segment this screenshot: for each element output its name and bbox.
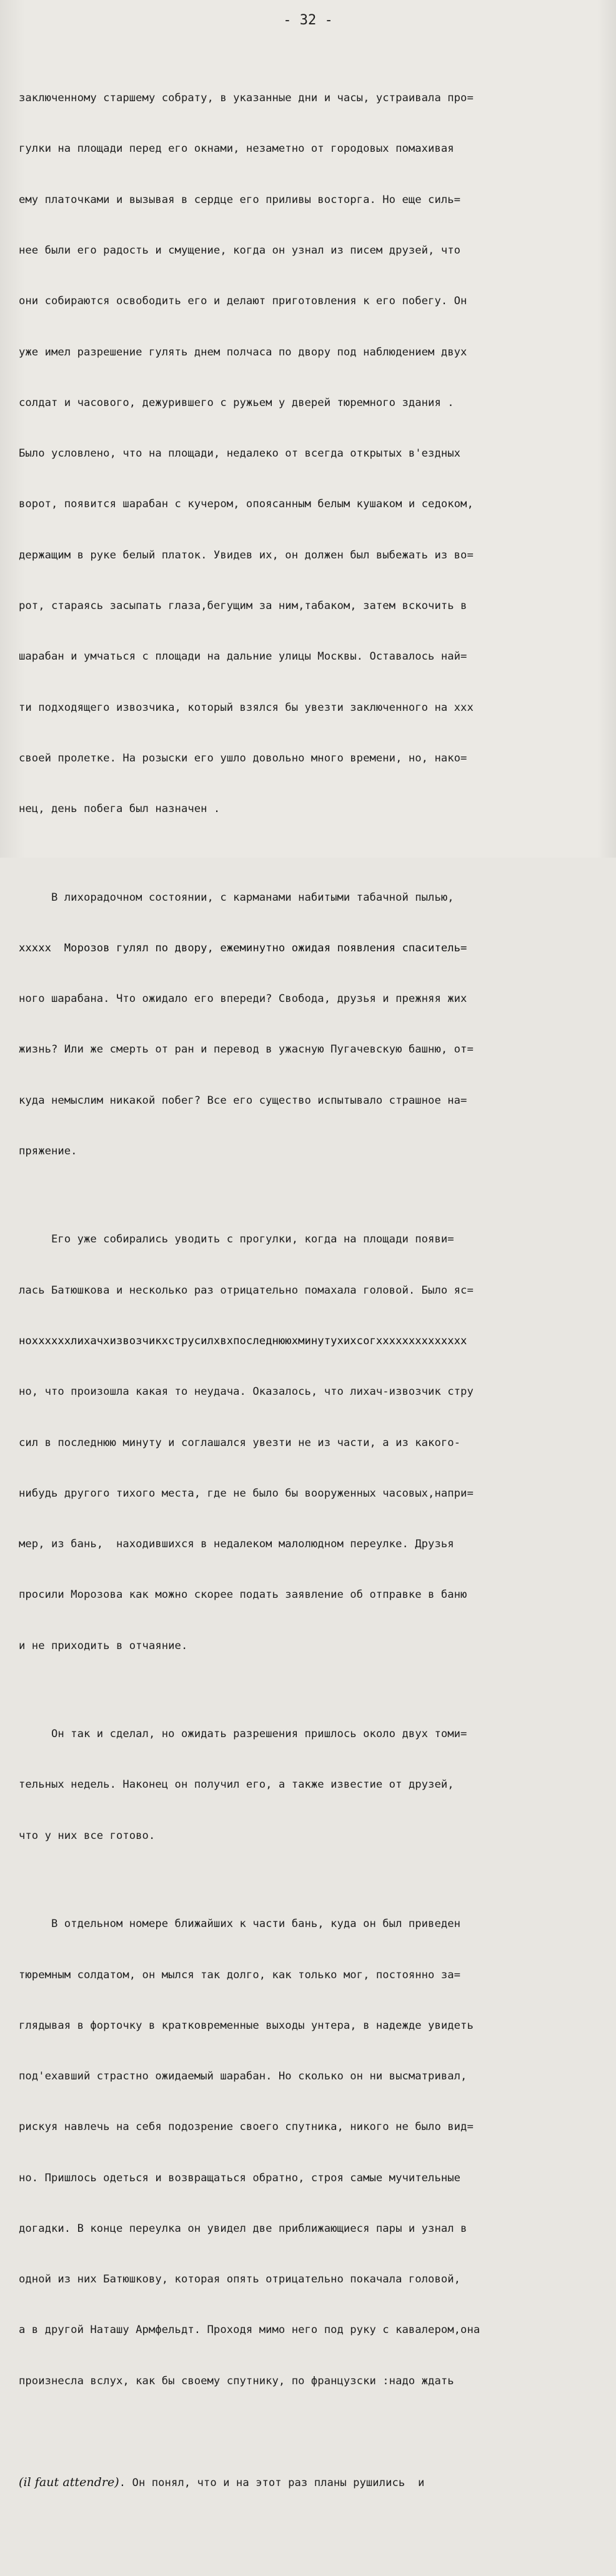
handwritten-insert-line — [19, 2474, 606, 2491]
paragraph-gap — [19, 1194, 606, 1197]
text-line: лась Батюшкова и несколько раз отрицательно помахала головой. Было яс= — [19, 1284, 474, 1297]
text-line: В лихорадочном состоянии, с карманами набитыми табачной пылью, — [19, 891, 454, 904]
text-line: произнесла вслух, как бы своему спутнику, по французски :надо ждать — [19, 2374, 454, 2387]
text-line: что у них все готово. — [19, 1829, 156, 1842]
text-line: догадки. В конце переулка он увидел две приближающиеся пары и узнал в — [19, 2222, 467, 2235]
text-line: глядывая в форточку в кратковременные выходы унтера, в надежде увидеть — [19, 2019, 474, 2032]
text-line: рот, стараясь засыпать глаза,бегущим за ним,табаком, затем вскочить в — [19, 600, 467, 612]
text-line: сил в последнюю минуту и соглашался увезти не из части, а из какого- — [19, 1436, 461, 1449]
text-line: Его уже собирались уводить с прогулки, когда на площади появи= — [19, 1233, 454, 1246]
text-line: мер, из бань, находившихся в недалеком малолюдном переулке. Друзья — [19, 1538, 454, 1551]
text-line: но. Пришлось одеться и возвращаться обратно, строя самые мучительные — [19, 2171, 461, 2184]
text-line: Было условлено, что на площади, недалеко от всегда открытых в'ездных — [19, 447, 461, 460]
body-text — [19, 56, 606, 2576]
text-line: заключенному старшему собрату, в указанные дни и часы, устраивала про= — [19, 92, 474, 105]
text-line: ххххх Морозов гулял по двору, ежеминутно ожидая появления спаситель= — [19, 941, 467, 954]
text-line: держащим в руке белый платок. Увидев их, он должен был выбежать из во= — [19, 548, 474, 562]
text-line: пряжение. — [19, 1145, 77, 1157]
text-line: но, что произошла какая то неудача. Оказалось, что лихач-извозчик стру — [19, 1385, 474, 1399]
text-line: шарабан и умчаться с площади на дальние улицы Москвы. Оставалось най= — [19, 650, 467, 663]
text-line: В отдельном номере ближайших к части бань, куда он был приведен — [19, 1918, 461, 1931]
text-line: ему платочками и вызывая в сердце его приливы восторга. Но еще силь= — [19, 193, 461, 206]
text-line: нибудь другого тихого места, где не было бы вооруженных часовых,напри= — [19, 1487, 474, 1500]
text-line: жизнь? Или же смерть от ран и перевод в ужасную Пугачевскую башню, от= — [19, 1043, 474, 1056]
text-line: рискуя навлечь на себя подозрение своего спутника, никого не было вид= — [19, 2121, 474, 2134]
text-line: ворот, появится шарабан с кучером, опоясанным белым кушаком и седоком, — [19, 498, 474, 511]
struck-out-line: ноххххххлихачхизвозчикхструсилхвхпоследнююхминутухихсогхххххххххххххх — [19, 1335, 467, 1348]
text-line: Он так и сделал, но ожидать разрешения пришлось около двух томи= — [19, 1728, 467, 1741]
text-line: ти подходящего извозчика, который взялся бы увезти заключенного на ххх — [19, 701, 474, 714]
text-line: своей пролетке. На розыски его ушло довольно много времени, но, нако= — [19, 751, 467, 765]
text-line: куда немыслим никакой побег? Все его существо испытывало страшное на= — [19, 1094, 467, 1107]
text-line: нец, день побега был назначен . — [19, 803, 221, 816]
page-number: - 32 - — [283, 12, 333, 28]
text-line: и не приходить в отчаяние. — [19, 1639, 188, 1652]
text-line: одной из них Батюшкову, которая опять отрицательно покачала головой, — [19, 2273, 461, 2286]
text-line: под'ехавший страстно ожидаемый шарабан. Но сколько он ни высматривал, — [19, 2070, 467, 2083]
text-line: просили Морозова как можно скорее подать заявление об отправке в баню — [19, 1588, 467, 1602]
text-line: гулки на площади перед его окнами, незаметно от городовых помахивая — [19, 142, 454, 156]
text-line: тельных недель. Наконец он получил его, а также известие от друзей, — [19, 1778, 454, 1791]
text-line: тюремным солдатом, он мылся так долго, как только мог, постоянно за= — [19, 1968, 461, 1981]
handwritten-insert: (il faut attendre) — [19, 2475, 119, 2490]
paragraph-gap — [19, 1688, 606, 1692]
text-line — [19, 2424, 606, 2440]
paragraph-gap — [19, 851, 606, 855]
text-line — [19, 2525, 606, 2542]
text-line: а в другой Наташу Армфельдт. Проходя мимо него под руку с кавалером,она — [19, 2324, 480, 2337]
text-line: уже имел разрешение гулять днем полчаса по двору под наблюдением двух — [19, 345, 467, 359]
text-line: нее были его радость и смущение, когда он узнал из писем друзей, что — [19, 244, 461, 257]
paragraph-gap — [19, 1878, 606, 1882]
text-line-continuation: . Он понял, что и на этот раз планы рушились и — [119, 2477, 425, 2490]
text-line: солдат и часового, дежурившего с ружьем у дверей тюремного здания . — [19, 396, 454, 409]
text-line: ного шарабана. Что ожидало его впереди? Свобода, друзья и прежняя жих — [19, 993, 467, 1006]
text-line: они собираются освободить его и делают приготовления к его побегу. Он — [19, 295, 467, 308]
